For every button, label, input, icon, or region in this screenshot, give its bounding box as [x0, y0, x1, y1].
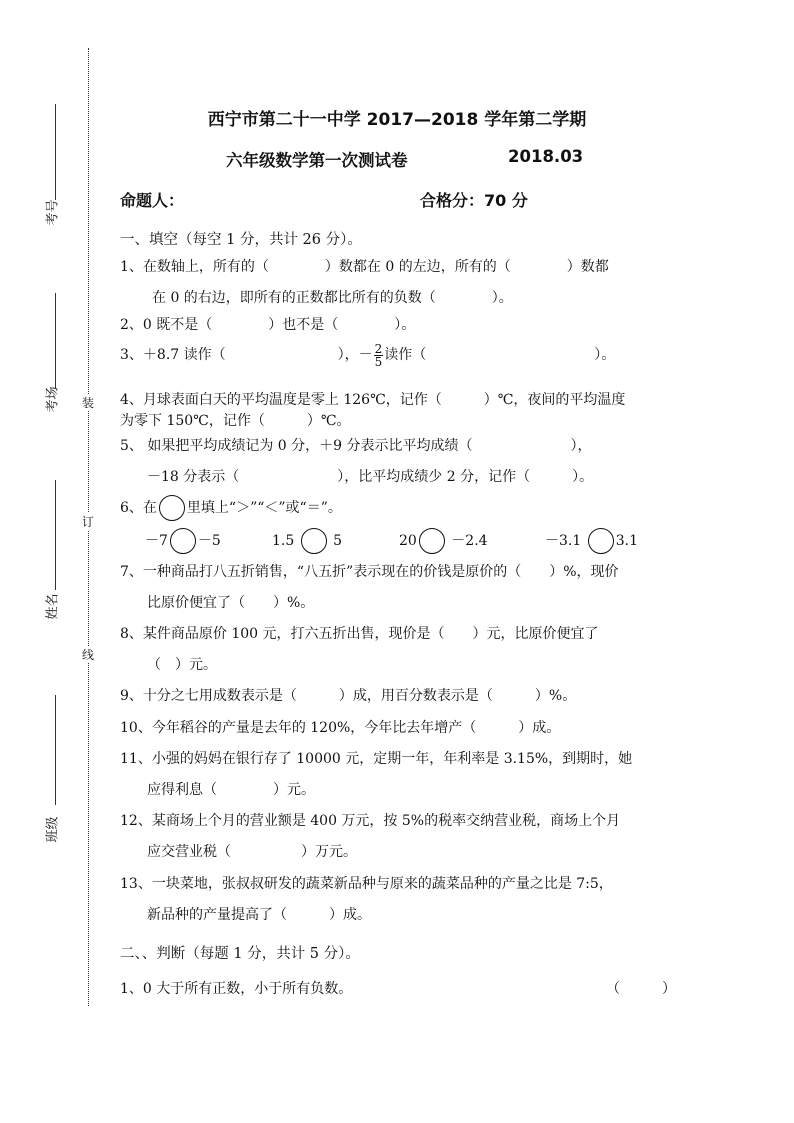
- fraction-sign: －: [358, 347, 373, 363]
- binding-char-ding: 订: [82, 515, 95, 529]
- fraction-two-fifths: [374, 343, 384, 368]
- name-line: [55, 480, 56, 590]
- question-4-line1: 4、月球表面白天的平均温度是零上 126℃，记作（ ）℃，夜间的平均温度: [120, 392, 626, 408]
- question-3: [120, 336, 615, 374]
- answer-circle[interactable]: [170, 528, 196, 554]
- compare-right: 3.1: [615, 533, 638, 549]
- answer-circle[interactable]: [419, 528, 445, 554]
- question-5-line1: 5、 如果把平均成绩记为 0 分，＋9 分表示比平均成绩（ ），: [120, 438, 592, 454]
- question-6-pre: 6、在: [120, 500, 157, 516]
- compare-item-4: [545, 528, 638, 554]
- setter-label: 命题人：: [120, 191, 185, 210]
- fraction-numerator: 2: [374, 341, 383, 356]
- fraction-denominator: 5: [374, 354, 383, 369]
- question-11-line1: 11、小强的妈妈在银行存了 10000 元，定期一年，年利率是 3.15%，到期时，她: [120, 751, 633, 767]
- pass-score: 合格分：70 分: [420, 191, 528, 210]
- answer-circle[interactable]: [588, 528, 614, 554]
- exam-date: 2018.03: [508, 147, 584, 166]
- compare-right: 5: [333, 533, 343, 549]
- compare-item-2: [272, 528, 342, 554]
- question-12-line1: 12、某商场上个月的营业额是 400 万元，按 5%的税率交纳营业税，商场上个月: [120, 813, 621, 829]
- name-label: 姓名: [45, 593, 61, 620]
- question-9: 9、十分之七用成数表示是（ ）成，用百分数表示是（ ）%。: [120, 688, 577, 704]
- question-8-line2: （ ）元。: [147, 657, 217, 673]
- answer-circle[interactable]: [301, 528, 327, 554]
- question-13-line1: 13、一块菜地，张叔叔研发的蔬菜新品种与原来的蔬菜品种的产量之比是 7:5，: [120, 876, 613, 892]
- compare-left: －3.1: [545, 533, 582, 549]
- question-4-line2: 为零下 150℃，记作（ ）℃。: [120, 413, 351, 429]
- question-3-part2: 读作（ ）。: [384, 347, 616, 363]
- question-7-line2: 比原价便宜了（ ）%。: [147, 595, 315, 611]
- judge-question-1: 1、0 大于所有正数，小于所有负数。: [120, 981, 353, 997]
- compare-item-1: [145, 528, 221, 554]
- question-7-line1: 7、一种商品打八五折销售，“八五折”表示现在的价钱是原价的（ ）%，现价: [120, 564, 619, 580]
- question-2: 2、0 既不是（ ）也不是（ ）。: [120, 317, 416, 333]
- question-6-post: 里填上“＞”“＜”或“＝”。: [186, 500, 342, 516]
- exam-title: 西宁市第二十一中学 2017—2018 学年第二学期: [207, 110, 587, 130]
- circle-icon: [159, 495, 185, 521]
- question-1-line2: 在 0 的右边，即所有的正数都比所有的负数（ ）。: [152, 290, 513, 306]
- question-6-instruction: [120, 494, 342, 522]
- compare-left: －7: [145, 533, 168, 549]
- class-label: 班级: [45, 816, 61, 843]
- exam-subtitle: 六年级数学第一次测试卷: [226, 151, 408, 170]
- question-8-line1: 8、某件商品原价 100 元，打六五折出售，现价是（ ）元，比原价便宜了: [120, 626, 599, 642]
- compare-left: 1.5: [272, 533, 295, 549]
- binding-char-xian: 线: [82, 648, 95, 662]
- question-12-line2: 应交营业税（ ）万元。: [147, 844, 357, 860]
- exam-room-label: 考场: [45, 386, 61, 413]
- compare-item-3: [399, 528, 488, 554]
- compare-right: －5: [197, 533, 221, 549]
- binding-char-zhuang: 装: [82, 396, 95, 410]
- exam-number-label: 考号: [45, 199, 61, 226]
- exam-room-line: [55, 293, 56, 388]
- question-11-line2: 应得利息（ ）元。: [147, 782, 315, 798]
- compare-left: 20: [399, 533, 417, 549]
- question-13-line2: 新品种的产量提高了（ ）成。: [147, 907, 371, 923]
- section2-title: 二、、判断（每题 1 分，共计 5 分）。: [120, 946, 360, 962]
- judge-question-1-answer[interactable]: （ ）: [606, 981, 676, 997]
- compare-right: －2.4: [451, 533, 488, 549]
- section1-title: 一、填空（每空 1 分，共计 26 分）。: [120, 232, 362, 248]
- question-3-part1: 3、＋8.7 读作（ ），: [120, 347, 359, 363]
- question-5-line2: －18 分表示（ ），比平均成绩少 2 分，记作（ ）。: [147, 469, 594, 485]
- question-10: 10、今年稻谷的产量是去年的 120%，今年比去年增产（ ）成。: [120, 720, 561, 736]
- class-line: [55, 695, 56, 805]
- question-1-line1: 1、在数轴上，所有的（ ）数都在 0 的左边，所有的（ ）数都: [120, 259, 609, 275]
